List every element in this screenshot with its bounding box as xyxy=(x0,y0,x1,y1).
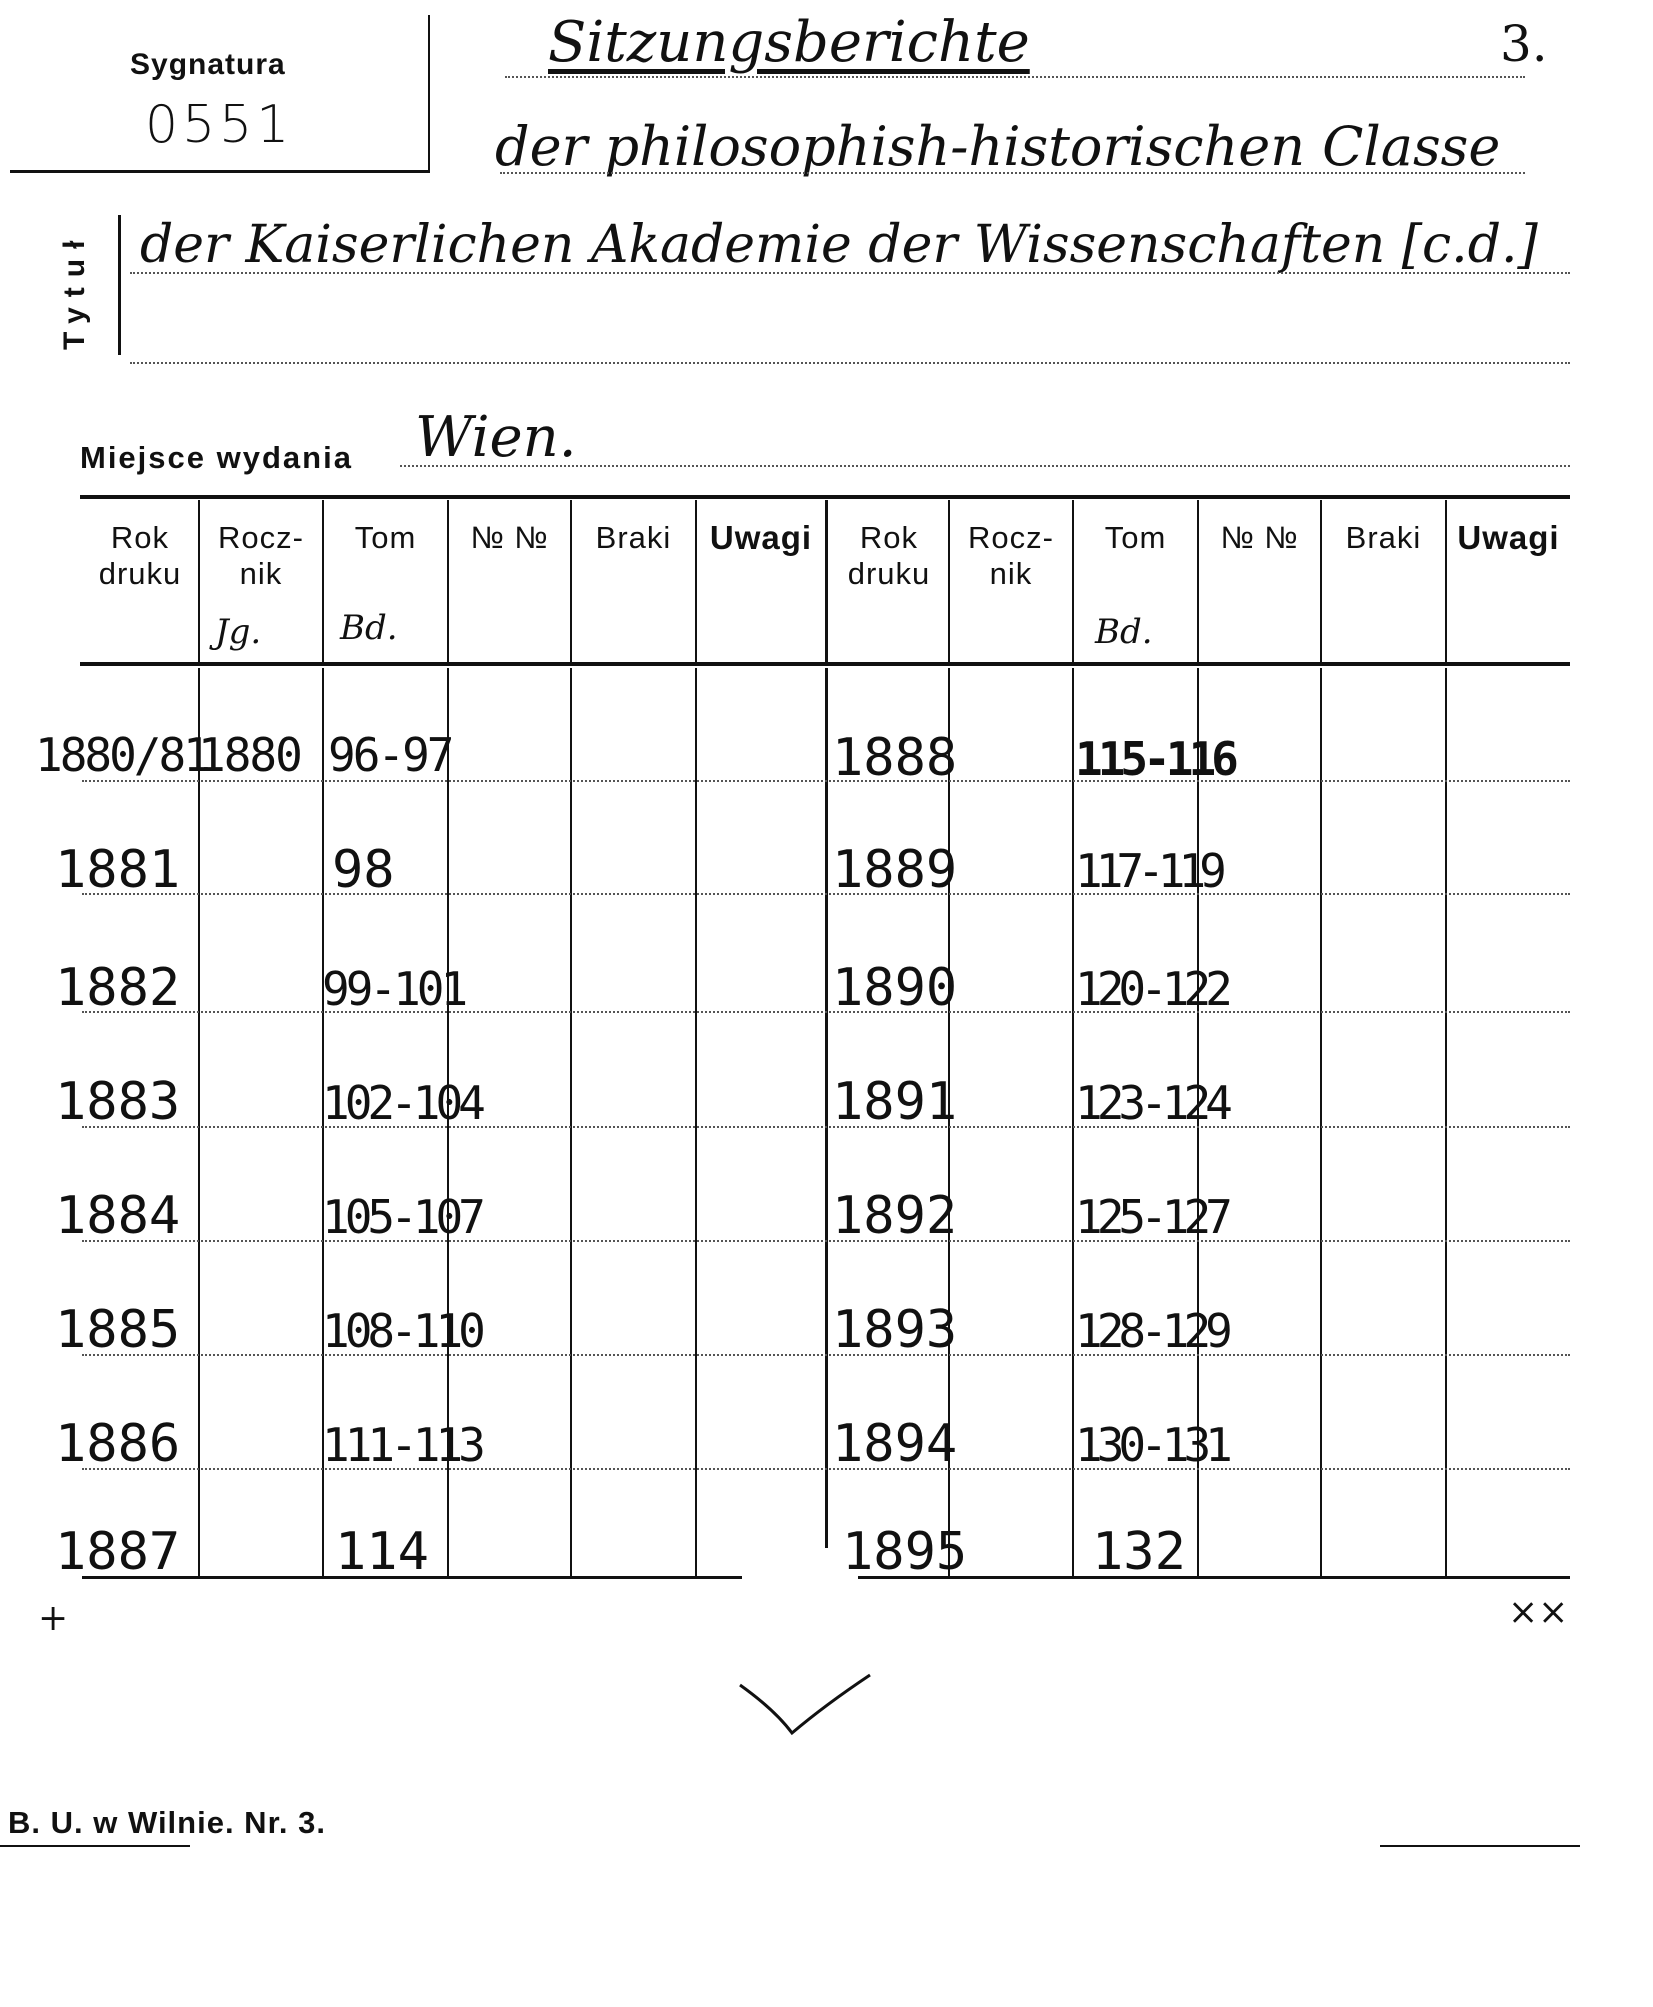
footer-rule-left xyxy=(0,1845,190,1847)
left-row-2-rok: 1881 xyxy=(55,840,181,900)
signature-value: 0551 xyxy=(145,95,294,155)
header-rok-line2: druku xyxy=(98,556,182,591)
body-col-sep xyxy=(695,668,697,1578)
signature-box-bottom xyxy=(10,170,428,173)
right-row-1-tom: 115-116 xyxy=(1075,732,1234,786)
body-col-sep xyxy=(198,668,200,1578)
header-rok xyxy=(82,520,198,592)
header-uwagi-right: Uwagi xyxy=(1457,519,1560,556)
header-nn: № № xyxy=(470,520,549,555)
header-rok-line1: Rok xyxy=(110,520,170,555)
left-row-8-rok: 1887 xyxy=(55,1522,181,1582)
subheader-jg: Jg. xyxy=(215,612,262,652)
left-row-1-rok: 1880/81 xyxy=(35,728,208,782)
left-row-5-tom: 105-107 xyxy=(322,1190,481,1244)
header-rok-right xyxy=(830,520,948,592)
body-col-sep-middle xyxy=(825,668,828,1548)
footer-label: B. U. w Wilnie. Nr. 3. xyxy=(8,1805,326,1840)
left-row-7-rok: 1886 xyxy=(55,1414,181,1474)
right-row-4-tom: 123-124 xyxy=(1075,1076,1227,1130)
table-header-rule xyxy=(80,662,1570,666)
left-row-1-tom: 96-97 xyxy=(328,728,452,782)
right-row-6-tom: 128-129 xyxy=(1075,1304,1227,1358)
title-dots-1 xyxy=(505,76,1525,78)
body-col-sep xyxy=(570,668,572,1578)
right-row-8-tom: 132 xyxy=(1092,1522,1186,1582)
left-row-7-tom: 111-113 xyxy=(322,1418,481,1472)
title-bracket xyxy=(118,215,121,355)
right-row-1-rok: 1888 xyxy=(832,728,958,788)
place-label: Miejsce wydania xyxy=(80,440,353,475)
right-row-3-rok: 1890 xyxy=(832,958,958,1018)
table-top-rule xyxy=(80,495,1570,499)
body-col-sep xyxy=(1072,668,1074,1578)
card-number: 3. xyxy=(1500,15,1548,73)
left-row-6-rok: 1885 xyxy=(55,1300,181,1360)
header-rocznik-right-line2: nik xyxy=(989,556,1033,591)
title-line-3: der Kaiserlichen Akademie der Wissenschaften [c.d.] xyxy=(140,215,1538,275)
header-rocznik-right xyxy=(950,520,1072,592)
left-row-6-tom: 108-110 xyxy=(322,1304,481,1358)
bottom-mark-right: ×× xyxy=(1508,1592,1569,1633)
place-dots xyxy=(400,465,1570,467)
header-rocznik-line2: nik xyxy=(239,556,283,591)
right-row-5-tom: 125-127 xyxy=(1075,1190,1227,1244)
header-uwagi: Uwagi xyxy=(709,519,813,556)
left-row-4-rok: 1883 xyxy=(55,1072,181,1132)
right-row-7-tom: 130-131 xyxy=(1075,1418,1227,1472)
header-tom-right: Tom xyxy=(1104,520,1167,555)
header-rocznik xyxy=(200,520,322,592)
left-row-8-tom: 114 xyxy=(335,1522,429,1582)
header-rok-right-line1: Rok xyxy=(859,520,919,555)
subheader-bd-right: Bd. xyxy=(1095,612,1153,652)
right-row-2-tom: 117-119 xyxy=(1075,844,1220,898)
place-value: Wien. xyxy=(415,405,577,470)
row-rule xyxy=(82,1240,1570,1242)
subheader-bd-left: Bd. xyxy=(340,608,398,648)
header-tom: Tom xyxy=(354,520,417,555)
row-rule xyxy=(82,1011,1570,1013)
left-row-4-tom: 102-104 xyxy=(322,1076,481,1130)
left-row-3-tom: 99-101 xyxy=(322,962,465,1016)
right-row-6-rok: 1893 xyxy=(832,1300,958,1360)
row-rule xyxy=(82,1126,1570,1128)
title-label: Tytuł xyxy=(58,230,91,350)
header-braki-right: Braki xyxy=(1345,520,1422,555)
title-dots-4 xyxy=(130,362,1570,364)
header-rocznik-right-line1: Rocz- xyxy=(968,520,1054,555)
row-rule xyxy=(82,780,1570,782)
footer-rule-right xyxy=(1380,1845,1580,1847)
right-row-7-rok: 1894 xyxy=(832,1414,958,1474)
row-rule xyxy=(82,1354,1570,1356)
bottom-mark-left: + xyxy=(38,1598,69,1639)
left-row-1-rocznik: 1880 xyxy=(198,728,301,782)
right-row-3-tom: 120-122 xyxy=(1075,962,1227,1016)
right-row-2-rok: 1889 xyxy=(832,840,958,900)
right-row-4-rok: 1891 xyxy=(832,1072,958,1132)
body-col-sep xyxy=(1320,668,1322,1578)
right-row-5-rok: 1892 xyxy=(832,1186,958,1246)
right-row-8-rok: 1895 xyxy=(842,1522,968,1582)
title-line-1: Sitzungsberichte xyxy=(548,10,1030,75)
header-rok-right-line2: druku xyxy=(847,556,931,591)
row-rule xyxy=(82,893,1570,895)
left-row-2-tom: 98 xyxy=(332,840,395,900)
col-sep-middle xyxy=(825,500,828,662)
title-dots-2 xyxy=(500,172,1525,174)
header-rocznik-line1: Rocz- xyxy=(218,520,304,555)
header-braki: Braki xyxy=(595,520,672,555)
signature-label: Sygnatura xyxy=(130,48,286,81)
title-line-2: der philosophish-historischen Classe xyxy=(495,115,1501,178)
check-mark-icon xyxy=(730,1665,880,1745)
signature-box-right xyxy=(428,15,430,173)
title-dots-3 xyxy=(130,272,1570,274)
body-col-sep xyxy=(1445,668,1447,1578)
row-rule xyxy=(82,1468,1570,1470)
left-row-5-rok: 1884 xyxy=(55,1186,181,1246)
header-nn-right: № № xyxy=(1220,520,1299,555)
left-row-3-rok: 1882 xyxy=(55,958,181,1018)
